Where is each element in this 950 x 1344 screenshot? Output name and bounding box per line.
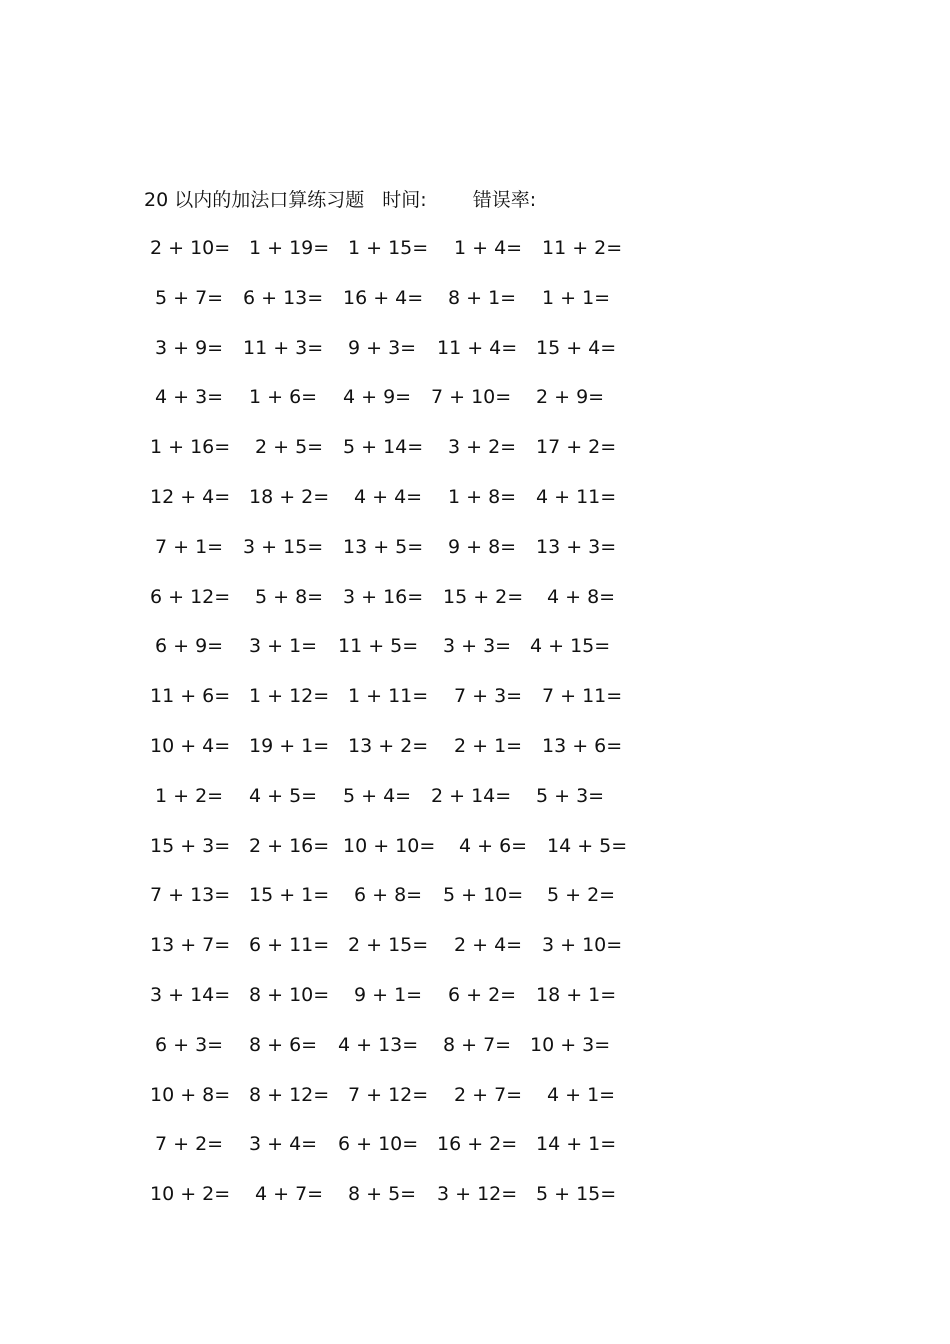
addition-problem: 7 + 3= (454, 685, 523, 708)
addition-problem: 7 + 1= (155, 535, 224, 558)
addition-problem: 11 + 3= (243, 336, 324, 359)
addition-problem: 1 + 1= (542, 286, 611, 309)
addition-problem: 4 + 11= (536, 485, 617, 508)
addition-problem: 11 + 6= (150, 685, 231, 708)
addition-problem: 2 + 5= (255, 436, 324, 459)
problem-row (0, 282, 950, 332)
addition-problem: 13 + 6= (542, 734, 623, 757)
addition-problem: 7 + 10= (431, 386, 512, 409)
problem-row (0, 581, 950, 631)
addition-problem: 11 + 2= (542, 237, 623, 259)
addition-problem: 7 + 13= (150, 884, 231, 907)
addition-problem: 8 + 6= (249, 1033, 318, 1056)
addition-problem: 15 + 3= (150, 834, 231, 857)
addition-problem: 1 + 16= (150, 436, 231, 459)
addition-problem: 3 + 4= (249, 1133, 318, 1156)
problem-row (0, 929, 950, 979)
addition-problem: 3 + 16= (343, 585, 424, 608)
addition-problem: 1 + 4= (454, 237, 523, 259)
addition-problem: 5 + 7= (155, 286, 224, 309)
addition-problem: 5 + 2= (547, 884, 616, 907)
addition-problem: 4 + 8= (547, 585, 616, 608)
addition-problem: 19 + 1= (249, 734, 330, 757)
worksheet-title: 20 以内的加法口算练习题 (144, 189, 365, 211)
addition-problem: 4 + 5= (249, 784, 318, 807)
addition-problem: 15 + 2= (443, 585, 524, 608)
problem-row (0, 1029, 950, 1079)
problem-row (0, 730, 950, 780)
addition-problem: 4 + 7= (255, 1183, 324, 1206)
problem-row (0, 830, 950, 880)
addition-problem: 5 + 8= (255, 585, 324, 608)
addition-problem: 7 + 12= (348, 1083, 429, 1106)
problem-row (0, 780, 950, 830)
addition-problem: 2 + 16= (249, 834, 330, 857)
time-label: 时间: (382, 189, 427, 211)
problem-row (0, 1178, 950, 1228)
addition-problem: 4 + 4= (354, 485, 423, 508)
addition-problem: 3 + 2= (448, 436, 517, 459)
addition-problem: 4 + 9= (343, 386, 412, 409)
addition-problem: 16 + 2= (437, 1133, 518, 1156)
problem-row (0, 431, 950, 481)
addition-problem: 11 + 5= (338, 635, 419, 658)
addition-problem: 1 + 15= (348, 237, 429, 259)
addition-problem: 9 + 3= (348, 336, 417, 359)
addition-problem: 6 + 13= (243, 286, 324, 309)
addition-problem: 17 + 2= (536, 436, 617, 459)
addition-problem: 8 + 12= (249, 1083, 330, 1106)
addition-problem: 3 + 3= (443, 635, 512, 658)
addition-problem: 9 + 1= (354, 983, 423, 1006)
addition-problem: 3 + 15= (243, 535, 324, 558)
addition-problem: 10 + 2= (150, 1183, 231, 1206)
problem-row (0, 1128, 950, 1178)
addition-problem: 14 + 1= (536, 1133, 617, 1156)
addition-problem: 6 + 12= (150, 585, 231, 608)
addition-problem: 3 + 9= (155, 336, 224, 359)
addition-problem: 1 + 19= (249, 237, 330, 259)
problem-row (0, 232, 950, 282)
addition-problem: 2 + 4= (454, 934, 523, 957)
addition-problem: 4 + 15= (530, 635, 611, 658)
addition-problem: 5 + 4= (343, 784, 412, 807)
addition-problem: 9 + 8= (448, 535, 517, 558)
addition-problem: 8 + 7= (443, 1033, 512, 1056)
addition-problem: 13 + 2= (348, 734, 429, 757)
problem-row (0, 481, 950, 531)
addition-problem: 3 + 12= (437, 1183, 518, 1206)
addition-problem: 7 + 2= (155, 1133, 224, 1156)
addition-problem: 8 + 5= (348, 1183, 417, 1206)
addition-problem: 6 + 8= (354, 884, 423, 907)
addition-problem: 1 + 2= (155, 784, 224, 807)
addition-problem: 4 + 3= (155, 386, 224, 409)
addition-problem: 2 + 10= (150, 237, 231, 259)
addition-problem: 1 + 6= (249, 386, 318, 409)
addition-problem: 2 + 9= (536, 386, 605, 409)
problem-row (0, 979, 950, 1029)
addition-problem: 16 + 4= (343, 286, 424, 309)
addition-problem: 6 + 10= (338, 1133, 419, 1156)
addition-problem: 8 + 1= (448, 286, 517, 309)
problem-row (0, 879, 950, 929)
addition-problem: 10 + 3= (530, 1033, 611, 1056)
addition-problem: 6 + 11= (249, 934, 330, 957)
addition-problem: 8 + 10= (249, 983, 330, 1006)
addition-problem: 1 + 12= (249, 685, 330, 708)
addition-problem: 15 + 1= (249, 884, 330, 907)
addition-problem: 12 + 4= (150, 485, 231, 508)
problem-row (0, 680, 950, 730)
addition-problem: 6 + 2= (448, 983, 517, 1006)
addition-problem: 2 + 15= (348, 934, 429, 957)
addition-problem: 2 + 1= (454, 734, 523, 757)
addition-problem: 13 + 7= (150, 934, 231, 957)
addition-problem: 2 + 14= (431, 784, 512, 807)
addition-problem: 1 + 8= (448, 485, 517, 508)
addition-problem: 10 + 4= (150, 734, 231, 757)
problem-grid (0, 232, 950, 1228)
addition-problem: 18 + 1= (536, 983, 617, 1006)
addition-problem: 2 + 7= (454, 1083, 523, 1106)
addition-problem: 5 + 10= (443, 884, 524, 907)
addition-problem: 6 + 9= (155, 635, 224, 658)
addition-problem: 18 + 2= (249, 485, 330, 508)
addition-problem: 5 + 15= (536, 1183, 617, 1206)
problem-row (0, 381, 950, 431)
worksheet-header (144, 186, 536, 214)
problem-row (0, 531, 950, 581)
addition-problem: 10 + 10= (343, 834, 436, 857)
addition-problem: 6 + 3= (155, 1033, 224, 1056)
addition-problem: 4 + 13= (338, 1033, 419, 1056)
addition-problem: 7 + 11= (542, 685, 623, 708)
addition-problem: 5 + 14= (343, 436, 424, 459)
addition-problem: 3 + 1= (249, 635, 318, 658)
addition-problem: 15 + 4= (536, 336, 617, 359)
addition-problem: 5 + 3= (536, 784, 605, 807)
error-rate-label: 错误率: (472, 189, 537, 211)
problem-row (0, 630, 950, 680)
addition-problem: 1 + 11= (348, 685, 429, 708)
addition-problem: 13 + 5= (343, 535, 424, 558)
addition-problem: 3 + 10= (542, 934, 623, 957)
addition-problem: 4 + 1= (547, 1083, 616, 1106)
addition-problem: 3 + 14= (150, 983, 231, 1006)
addition-problem: 14 + 5= (547, 834, 628, 857)
addition-problem: 4 + 6= (459, 834, 528, 857)
addition-problem: 11 + 4= (437, 336, 518, 359)
addition-problem: 10 + 8= (150, 1083, 231, 1106)
addition-problem: 13 + 3= (536, 535, 617, 558)
problem-row (0, 1079, 950, 1129)
problem-row (0, 332, 950, 382)
